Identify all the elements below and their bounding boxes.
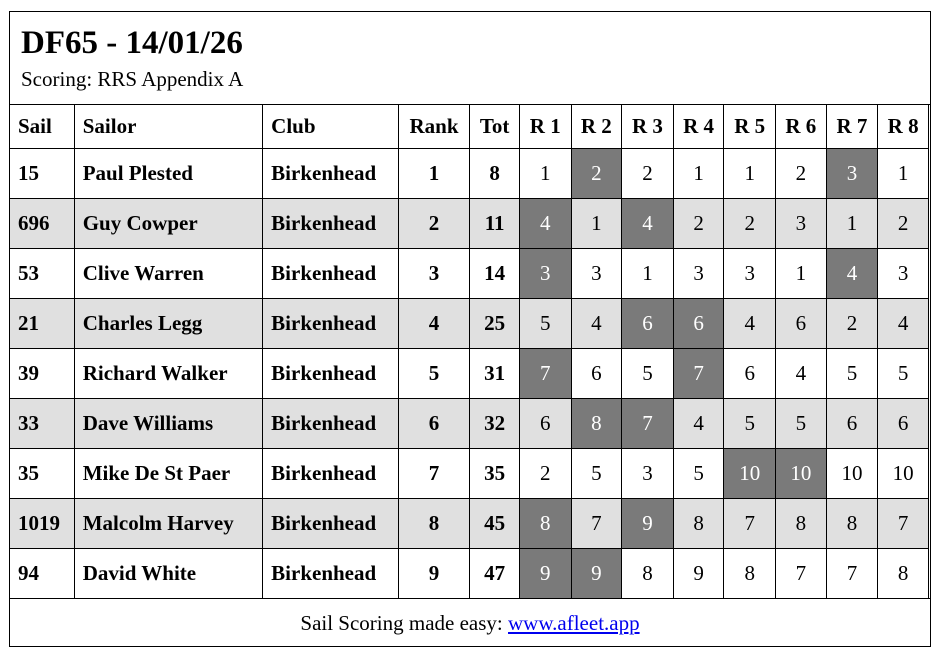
race-score: 1 bbox=[519, 149, 571, 199]
race-score: 3 bbox=[571, 249, 622, 299]
race-score-discarded: 6 bbox=[673, 299, 724, 349]
rank-value: 6 bbox=[398, 399, 470, 449]
race-score: 4 bbox=[673, 399, 724, 449]
results-table bbox=[9, 104, 929, 599]
race-score-discarded: 2 bbox=[571, 149, 622, 199]
column-header-race-7: R 7 bbox=[826, 105, 878, 149]
sail-number: 35 bbox=[10, 449, 75, 499]
race-score: 7 bbox=[724, 499, 776, 549]
footer-text: Sail Scoring made easy: bbox=[300, 611, 509, 635]
race-score: 5 bbox=[673, 449, 724, 499]
race-score-discarded: 3 bbox=[519, 249, 571, 299]
column-header-sailor: Sailor bbox=[74, 105, 262, 149]
total-points: 35 bbox=[470, 449, 520, 499]
sailor-name: David White bbox=[74, 549, 262, 599]
race-score: 6 bbox=[878, 399, 929, 449]
race-score: 1 bbox=[673, 149, 724, 199]
total-points: 32 bbox=[470, 399, 520, 449]
race-score: 3 bbox=[622, 449, 674, 499]
race-score: 2 bbox=[724, 199, 776, 249]
club-name: Birkenhead bbox=[263, 149, 399, 199]
column-header-race-1: R 1 bbox=[519, 105, 571, 149]
club-name: Birkenhead bbox=[263, 549, 399, 599]
rank-value: 3 bbox=[398, 249, 470, 299]
table-row bbox=[10, 449, 929, 499]
sail-number: 33 bbox=[10, 399, 75, 449]
race-score: 5 bbox=[878, 349, 929, 399]
total-points: 8 bbox=[470, 149, 520, 199]
total-points: 45 bbox=[470, 499, 520, 549]
race-score: 4 bbox=[571, 299, 622, 349]
total-points: 31 bbox=[470, 349, 520, 399]
column-header-rank: Rank bbox=[398, 105, 470, 149]
rank-value: 1 bbox=[398, 149, 470, 199]
sail-number: 94 bbox=[10, 549, 75, 599]
race-score-discarded: 4 bbox=[519, 199, 571, 249]
sail-number: 53 bbox=[10, 249, 75, 299]
column-header-race-5: R 5 bbox=[724, 105, 776, 149]
table-row bbox=[10, 199, 929, 249]
race-score-discarded: 9 bbox=[622, 499, 674, 549]
race-score: 7 bbox=[878, 499, 929, 549]
total-points: 25 bbox=[470, 299, 520, 349]
sailor-name: Paul Plested bbox=[74, 149, 262, 199]
results-header bbox=[10, 12, 930, 105]
sailor-name: Clive Warren bbox=[74, 249, 262, 299]
race-score-discarded: 9 bbox=[519, 549, 571, 599]
sailor-name: Mike De St Paer bbox=[74, 449, 262, 499]
sail-number: 1019 bbox=[10, 499, 75, 549]
table-row bbox=[10, 249, 929, 299]
race-score: 2 bbox=[673, 199, 724, 249]
sailor-name: Charles Legg bbox=[74, 299, 262, 349]
rank-value: 5 bbox=[398, 349, 470, 399]
sail-number: 21 bbox=[10, 299, 75, 349]
table-row bbox=[10, 399, 929, 449]
race-score: 6 bbox=[519, 399, 571, 449]
rank-value: 9 bbox=[398, 549, 470, 599]
race-score: 3 bbox=[673, 249, 724, 299]
race-score: 2 bbox=[776, 149, 827, 199]
race-score: 5 bbox=[724, 399, 776, 449]
column-header-race-4: R 4 bbox=[673, 105, 724, 149]
race-score: 1 bbox=[724, 149, 776, 199]
sailor-name: Dave Williams bbox=[74, 399, 262, 449]
race-score: 5 bbox=[826, 349, 878, 399]
race-score: 3 bbox=[878, 249, 929, 299]
rank-value: 2 bbox=[398, 199, 470, 249]
race-score-discarded: 7 bbox=[673, 349, 724, 399]
club-name: Birkenhead bbox=[263, 249, 399, 299]
sail-number: 696 bbox=[10, 199, 75, 249]
race-score: 5 bbox=[776, 399, 827, 449]
race-score: 2 bbox=[826, 299, 878, 349]
race-score: 4 bbox=[724, 299, 776, 349]
scoring-system: Scoring: RRS Appendix A bbox=[21, 67, 244, 91]
column-header-race-3: R 3 bbox=[622, 105, 674, 149]
rank-value: 7 bbox=[398, 449, 470, 499]
race-score-discarded: 4 bbox=[826, 249, 878, 299]
race-score: 2 bbox=[519, 449, 571, 499]
column-header-club: Club bbox=[263, 105, 399, 149]
header-row bbox=[10, 105, 929, 149]
afleet-link[interactable]: www.afleet.app bbox=[508, 611, 640, 635]
column-header-race-8: R 8 bbox=[878, 105, 929, 149]
race-score-discarded: 8 bbox=[519, 499, 571, 549]
race-score: 4 bbox=[776, 349, 827, 399]
race-score-discarded: 10 bbox=[776, 449, 827, 499]
race-score: 6 bbox=[571, 349, 622, 399]
club-name: Birkenhead bbox=[263, 449, 399, 499]
sailor-name: Richard Walker bbox=[74, 349, 262, 399]
total-points: 11 bbox=[470, 199, 520, 249]
sail-number: 15 bbox=[10, 149, 75, 199]
results-sheet bbox=[9, 11, 931, 647]
club-name: Birkenhead bbox=[263, 299, 399, 349]
race-score: 8 bbox=[673, 499, 724, 549]
race-score: 2 bbox=[878, 199, 929, 249]
race-score-discarded: 6 bbox=[622, 299, 674, 349]
rank-value: 8 bbox=[398, 499, 470, 549]
column-header-total: Tot bbox=[470, 105, 520, 149]
club-name: Birkenhead bbox=[263, 499, 399, 549]
table-row bbox=[10, 549, 929, 599]
race-score: 9 bbox=[673, 549, 724, 599]
race-score: 1 bbox=[826, 199, 878, 249]
race-score: 6 bbox=[724, 349, 776, 399]
race-score-discarded: 8 bbox=[571, 399, 622, 449]
race-score: 3 bbox=[724, 249, 776, 299]
race-score: 7 bbox=[826, 549, 878, 599]
table-row bbox=[10, 299, 929, 349]
race-score: 1 bbox=[622, 249, 674, 299]
club-name: Birkenhead bbox=[263, 399, 399, 449]
race-score-discarded: 9 bbox=[571, 549, 622, 599]
race-score: 1 bbox=[776, 249, 827, 299]
sailor-name: Guy Cowper bbox=[74, 199, 262, 249]
sailor-name: Malcolm Harvey bbox=[74, 499, 262, 549]
race-score: 2 bbox=[622, 149, 674, 199]
race-score: 8 bbox=[724, 549, 776, 599]
club-name: Birkenhead bbox=[263, 349, 399, 399]
race-score: 3 bbox=[776, 199, 827, 249]
race-score: 1 bbox=[571, 199, 622, 249]
club-name: Birkenhead bbox=[263, 199, 399, 249]
race-score: 8 bbox=[826, 499, 878, 549]
event-title: DF65 - 14/01/26 bbox=[21, 25, 243, 61]
race-score: 10 bbox=[826, 449, 878, 499]
sail-number: 39 bbox=[10, 349, 75, 399]
race-score: 8 bbox=[878, 549, 929, 599]
race-score: 5 bbox=[622, 349, 674, 399]
total-points: 47 bbox=[470, 549, 520, 599]
footer bbox=[10, 598, 930, 647]
table-row bbox=[10, 349, 929, 399]
race-score: 10 bbox=[878, 449, 929, 499]
column-header-race-2: R 2 bbox=[571, 105, 622, 149]
column-header-sail: Sail bbox=[10, 105, 75, 149]
race-score: 7 bbox=[776, 549, 827, 599]
race-score-discarded: 7 bbox=[519, 349, 571, 399]
total-points: 14 bbox=[470, 249, 520, 299]
race-score: 8 bbox=[776, 499, 827, 549]
race-score: 5 bbox=[519, 299, 571, 349]
race-score: 8 bbox=[622, 549, 674, 599]
results-body bbox=[10, 149, 929, 599]
race-score: 7 bbox=[571, 499, 622, 549]
race-score: 4 bbox=[878, 299, 929, 349]
race-score: 6 bbox=[826, 399, 878, 449]
race-score-discarded: 4 bbox=[622, 199, 674, 249]
column-header-race-6: R 6 bbox=[776, 105, 827, 149]
race-score: 1 bbox=[878, 149, 929, 199]
race-score: 5 bbox=[571, 449, 622, 499]
race-score: 6 bbox=[776, 299, 827, 349]
race-score-discarded: 7 bbox=[622, 399, 674, 449]
race-score-discarded: 10 bbox=[724, 449, 776, 499]
table-row bbox=[10, 499, 929, 549]
race-score-discarded: 3 bbox=[826, 149, 878, 199]
rank-value: 4 bbox=[398, 299, 470, 349]
table-row bbox=[10, 149, 929, 199]
